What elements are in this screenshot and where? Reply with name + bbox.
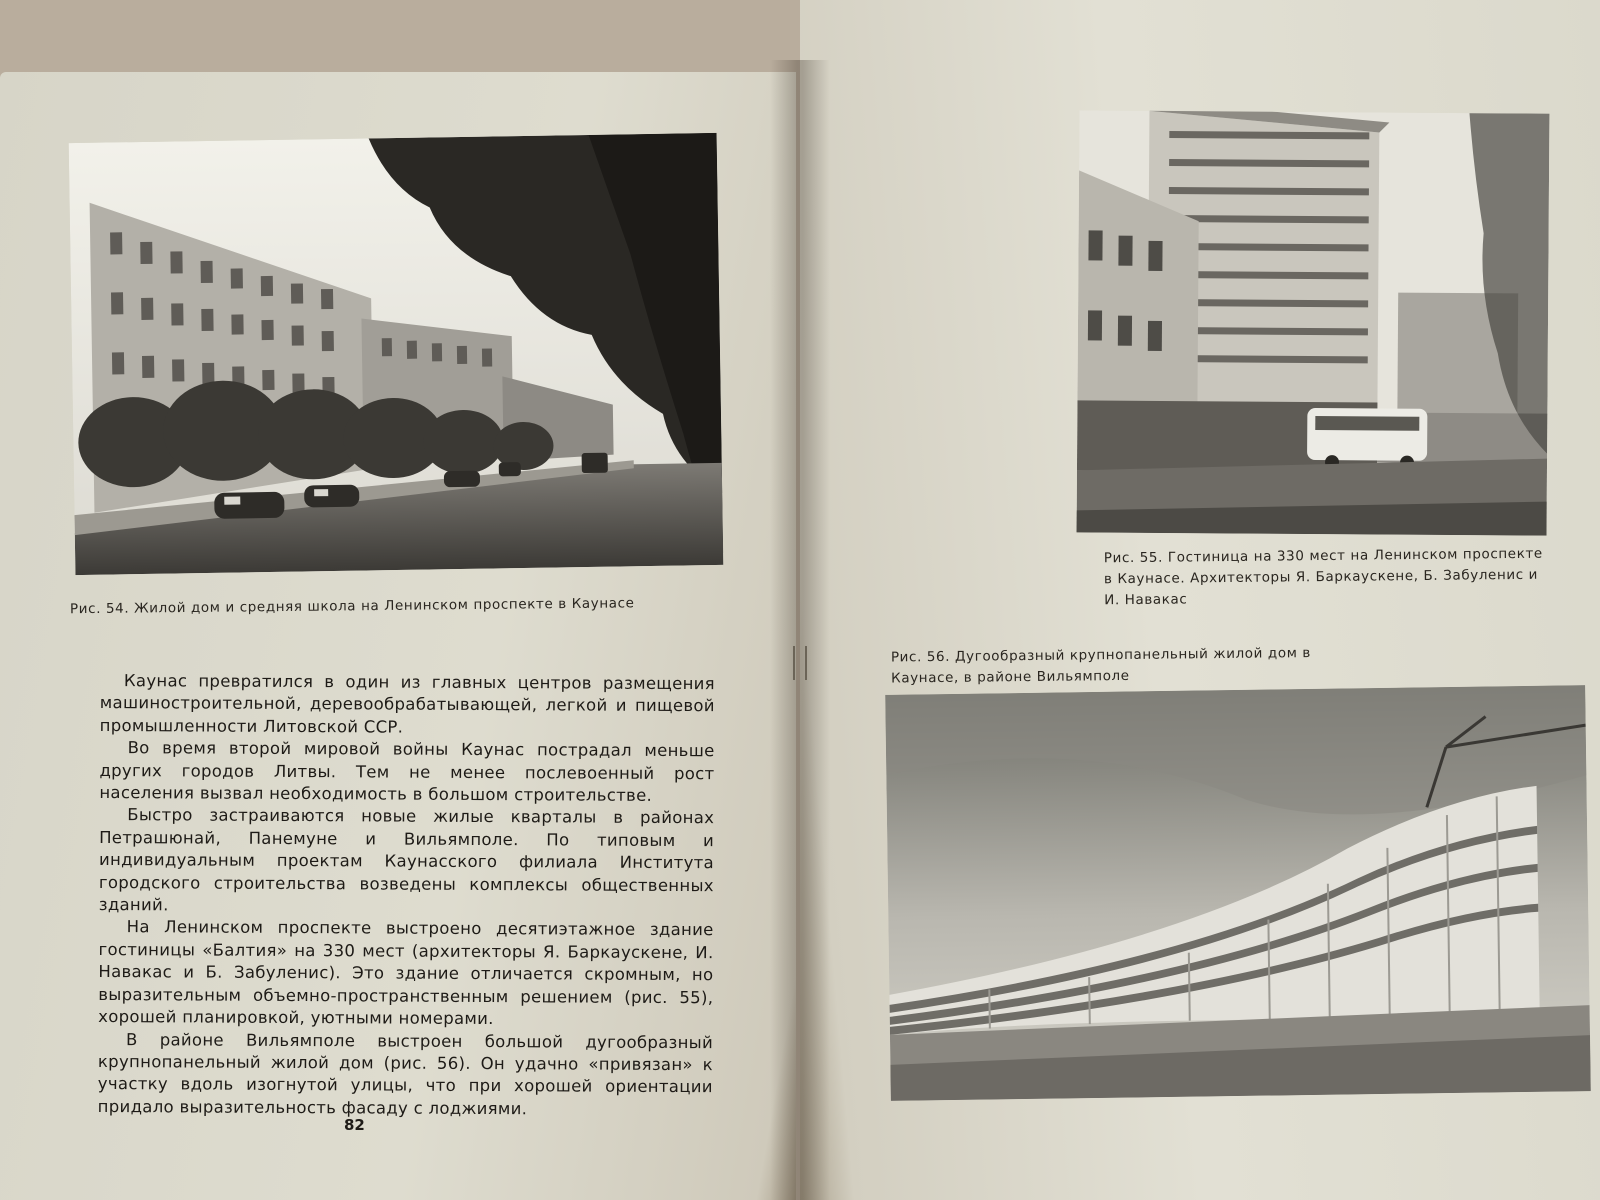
figure-54-photo [69,133,724,575]
paragraph: Быстро застраиваются новые жилые кварталы в районах Петрашюнай, Панемуне и Вильямполе. По типовым и индивидуальным проектам Каунасского филиала Института городского строительства возведены комплексы общественных зданий. [98,805,715,915]
paragraph: На Ленинском проспекте выстроено десятиэтажное здание гостиницы «Балтия» на 330 мест (архитекторы Я. Баркаускене, И. Навакас и Б. Забуленис). Это здание отличается скромным, но выразительным объемно-пространственным решением (рис. 55), хорошей планировкой, уютными номерами. [98,917,714,1029]
article-body [98,670,715,1121]
figure-55-caption: Рис. 55. Гостиница на 330 мест на Ленинском проспекте в Каунасе. Архитекторы Я. Баркаускене, Б. Забуленис и И. Навакас [1103,545,1543,609]
binding-stitch [793,646,807,680]
figure-56-caption: Рис. 56. Дугообразный крупнопанельный жилой дом в Каунасе, в районе Вильямполе [890,645,1311,687]
paragraph: Во время второй мировой войны Каунас пострадал меньше других городов Литвы. Тем не менее послевоенный рост населения вызвал необходимость в большом строительстве. [99,738,715,805]
paragraph: Каунас превратился в один из главных центров размещения машиностроительной, деревообрабатывающей, легкой и пищевой промышленности Литовской ССР. [99,671,715,737]
figure-54-caption: Рис. 54. Жилой дом и средняя школа на Ленинском проспекте в Каунасе [69,595,635,618]
figure-56-photo [885,685,1591,1101]
figure-55-photo [1077,110,1550,535]
paragraph: В районе Вильямполе выстроен большой дугообразный крупнопанельный жилой дом (рис. 56). Он удачно «привязан» к участку вдоль изогнутой улицы, что при хорошей ориентации придало выразительность фасаду с лоджиями. [97,1029,714,1118]
book-gutter [770,60,830,1200]
page-number: 82 [344,1116,365,1134]
